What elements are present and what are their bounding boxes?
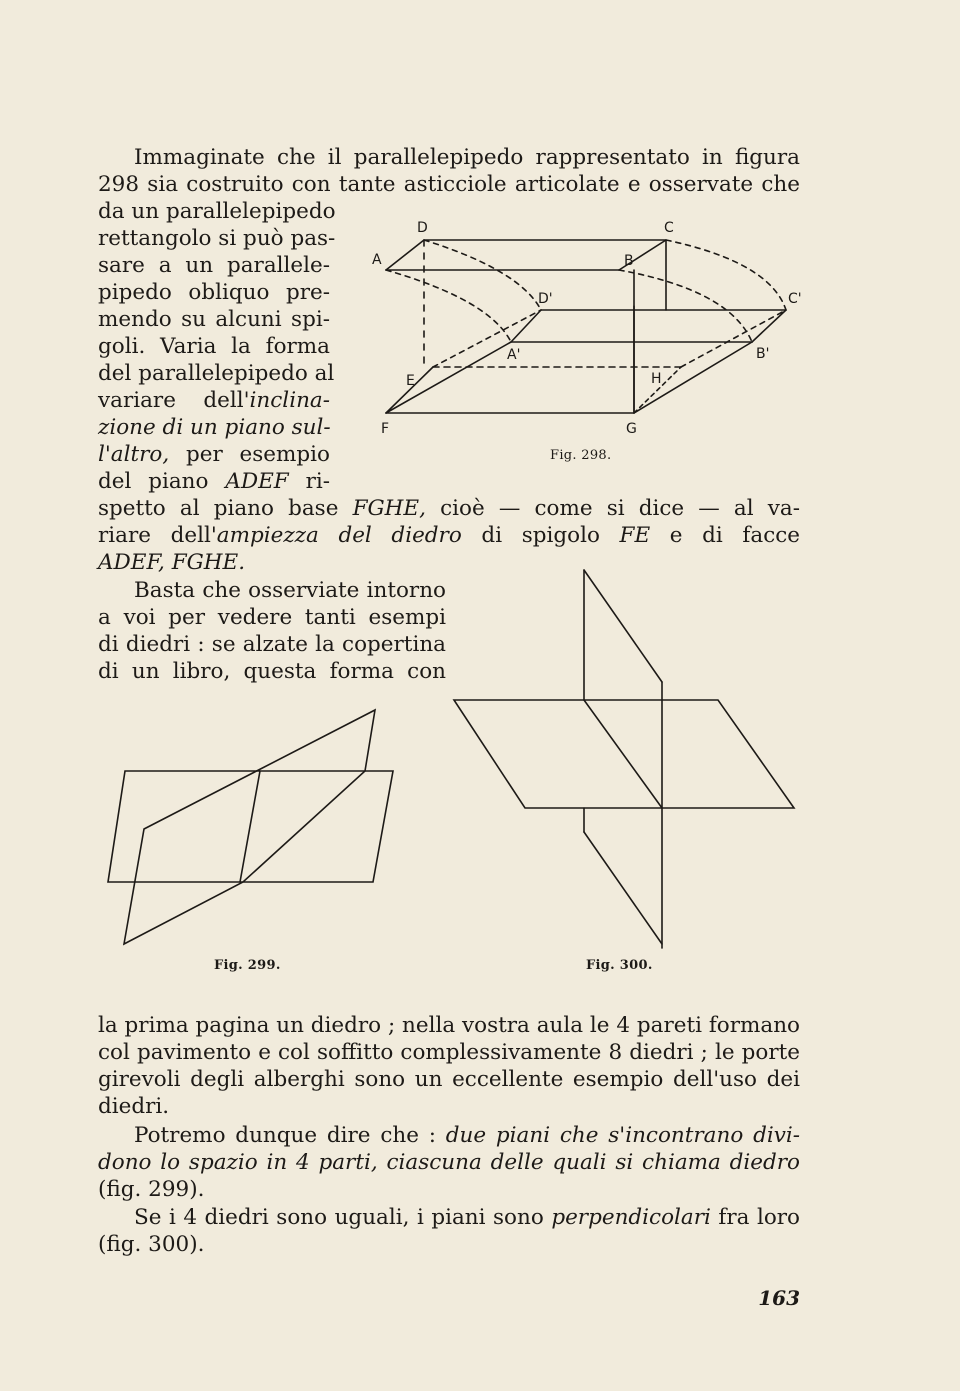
- arc-D: [424, 240, 541, 310]
- label-C: C: [664, 220, 674, 236]
- figure-298-drawing: [386, 240, 786, 413]
- text-run-italic: ADEF, FGHE.: [98, 550, 246, 575]
- figure-caption: Fig. 299.: [214, 958, 281, 973]
- edge-AD: [386, 240, 424, 270]
- text-line: pipedo obliquo pre-: [98, 280, 330, 305]
- text-line: goli. Varia la forma: [98, 334, 330, 359]
- arc-C: [666, 240, 786, 310]
- label-C-prime: C': [788, 291, 802, 307]
- label-B: B: [624, 253, 634, 269]
- intersection-edge: [240, 771, 260, 882]
- text-run: spetto al piano base: [98, 496, 353, 521]
- arc-B: [619, 270, 752, 342]
- figure-caption: Fig. 300.: [586, 958, 653, 973]
- figure-298-labels: [372, 220, 802, 437]
- text-line: mendo su alcuni spi-: [98, 307, 330, 332]
- edge-A2D2: [511, 310, 541, 342]
- text-run: cioè — come si dice — al va-: [425, 496, 800, 521]
- label-D: D: [417, 220, 428, 236]
- edge-HC2: [681, 310, 786, 367]
- text-line: del parallelepipedo al: [98, 361, 335, 386]
- plane-horizontal: [454, 700, 794, 808]
- text-line: (fig. 299).: [98, 1177, 205, 1202]
- text-run: Potremo dunque dire che :: [134, 1123, 446, 1148]
- label-D-prime: D': [538, 291, 553, 307]
- label-A: A: [372, 252, 382, 268]
- text-run: fra loro: [710, 1205, 800, 1230]
- figure-299-drawing: [108, 710, 393, 944]
- text-run: ri-: [288, 469, 330, 494]
- vertical-plane-bottom-diagonal: [584, 832, 662, 944]
- text-line: girevoli degli alberghi sono un eccellente esempio dell'uso dei: [98, 1067, 800, 1092]
- text-line: diedri.: [98, 1094, 170, 1119]
- text-line: sare a un parallele-: [98, 253, 330, 278]
- text-run-italic: inclina-: [249, 388, 330, 413]
- vertical-plane-top-diagonal: [584, 570, 662, 682]
- label-A-prime: A': [507, 347, 521, 363]
- text-line: a voi per vedere tanti esempi: [98, 605, 446, 630]
- text-run: per esempio: [169, 442, 330, 467]
- text-run: variare dell': [98, 388, 250, 413]
- text-run-italic: due piani che s'incontrano divi-: [445, 1123, 801, 1148]
- label-H: H: [651, 371, 662, 387]
- text-line: (fig. 300).: [98, 1232, 205, 1257]
- edge-FA2: [386, 342, 511, 413]
- text-line: Basta che osserviate intorno: [134, 578, 446, 603]
- text-line: di diedri : se alzate la copertina: [98, 632, 446, 657]
- label-E: E: [406, 373, 415, 389]
- text-run-italic: FGHE,: [352, 496, 426, 521]
- edge-B2C2: [752, 310, 786, 342]
- text-run-italic: perpendicolari: [551, 1205, 711, 1230]
- label-G: G: [626, 421, 637, 437]
- text-line: di un libro, questa forma con: [98, 659, 446, 684]
- text-run: Se i 4 diedri sono uguali, i piani sono: [134, 1205, 552, 1230]
- text-line: Immaginate che il parallelepipedo rappresentato in figura: [134, 145, 800, 170]
- figure-caption: Fig. 298.: [550, 448, 612, 463]
- edge-ED2: [433, 310, 541, 367]
- text-run-italic: ampiezza del diedro: [216, 523, 462, 548]
- text-run: del piano: [98, 469, 226, 494]
- text-line: rettangolo si può pas-: [98, 226, 336, 251]
- text-line: col pavimento e col soffitto complessivamente 8 diedri ; le porte: [98, 1040, 800, 1065]
- text-run: di spigolo: [461, 523, 620, 548]
- text-run-italic: FE: [619, 523, 651, 548]
- label-B-prime: B': [756, 346, 770, 362]
- page-number: 163: [758, 1286, 800, 1310]
- text-line: la prima pagina un diedro ; nella vostra aula le 4 pareti formano: [98, 1013, 800, 1038]
- hidden-edge: [584, 700, 662, 808]
- text-run-italic: zione di un piano sul-: [98, 415, 331, 440]
- text-line: 298 sia costruito con tante asticciole articolate e osservate che: [98, 172, 800, 197]
- text-run-italic: dono lo spazio in 4 parti, ciascuna delle quali si chiama diedro: [98, 1150, 800, 1175]
- label-F: F: [381, 421, 390, 437]
- text-run-italic: ADEF: [225, 469, 289, 494]
- text-run: e di facce: [650, 523, 801, 548]
- figure-300-drawing: [454, 570, 794, 948]
- text-line: da un parallelepipedo: [98, 199, 336, 224]
- text-run-italic: l'altro,: [98, 442, 170, 467]
- text-run: riare dell': [98, 523, 217, 548]
- arc-A: [386, 270, 511, 342]
